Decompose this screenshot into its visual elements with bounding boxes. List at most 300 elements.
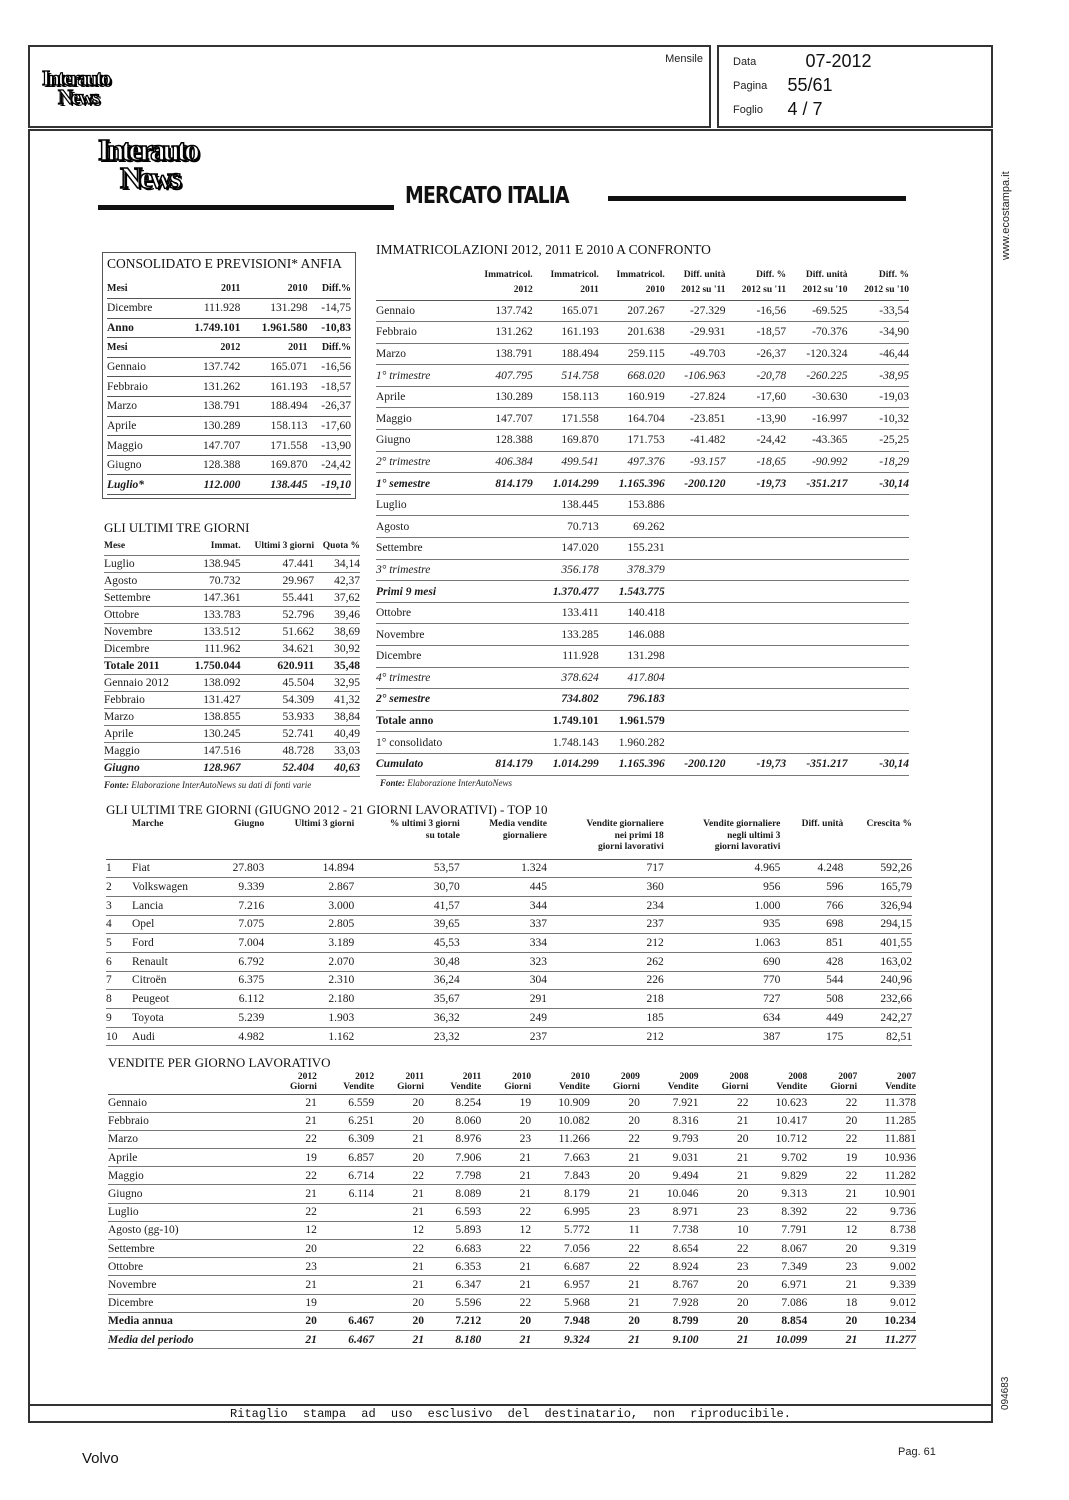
table-cell: 52.741 <box>282 727 315 740</box>
header-line: 2007 <box>897 1071 916 1082</box>
table-cell: 7.056 <box>564 1242 590 1255</box>
table-cell: 21 <box>305 1278 317 1291</box>
table-cell: Totale 2011 <box>104 659 160 672</box>
table-cell: 360 <box>646 881 664 894</box>
table-cell: 138.445 <box>270 478 308 491</box>
column-header <box>664 817 781 859</box>
table-cell: 69.262 <box>633 520 665 533</box>
table-cell: Dicembre <box>376 650 422 663</box>
table-row <box>376 538 909 560</box>
table-cell: Dicembre <box>107 302 153 315</box>
table-cell <box>848 516 909 538</box>
column-header: 2011 <box>288 342 308 354</box>
header-line: Diff. unità <box>683 269 726 280</box>
table-row <box>104 759 360 776</box>
table-cell: 10.936 <box>884 1151 916 1164</box>
header-line: 2012 su '10 <box>864 284 909 295</box>
table-cell <box>665 602 726 624</box>
table-cell: Maggio <box>108 1169 144 1182</box>
table-cell: 508 <box>826 993 844 1006</box>
table-cell: -200.120 <box>684 477 726 490</box>
table-cell: Ottobre <box>376 607 412 620</box>
table-cell: 12 <box>519 1224 532 1237</box>
table-cell: 131.298 <box>270 302 308 315</box>
table-cell: -18,65 <box>756 455 787 468</box>
table-cell: 6.559 <box>348 1097 375 1110</box>
table-row <box>106 990 912 1009</box>
table-cell: 175 <box>826 1030 844 1043</box>
table-cell: 6.309 <box>348 1133 375 1146</box>
table-cell: 7.349 <box>781 1260 808 1273</box>
table-cell <box>317 1221 374 1239</box>
table-cell: 21 <box>628 1188 640 1201</box>
table-cell: 449 <box>826 1011 844 1024</box>
table-cell: 387 <box>763 1030 781 1043</box>
table-cell: -38,95 <box>879 369 909 382</box>
header-line: Vendite <box>559 1081 590 1092</box>
table-cell: 8.854 <box>781 1315 808 1328</box>
table-cell: 326,94 <box>880 899 912 912</box>
column-header <box>267 1069 317 1094</box>
table-row <box>376 602 909 624</box>
header-row <box>107 279 351 299</box>
header-line: 2011 <box>580 284 599 295</box>
table-cell: 20 <box>628 1115 640 1128</box>
section-title: MERCATO ITALIA <box>405 183 569 209</box>
header-line: 2009 <box>679 1071 699 1082</box>
table-cell: Aprile <box>107 419 137 432</box>
table-cell: 497.376 <box>627 455 665 468</box>
table-cell <box>467 624 533 646</box>
table-cell: 138.945 <box>203 557 241 570</box>
table-cell: 6.593 <box>455 1206 482 1219</box>
table-cell: 6.114 <box>348 1188 375 1201</box>
table-cell: -18,57 <box>756 326 787 339</box>
frequency-label: Mensile <box>665 53 703 65</box>
table-cell: 21 <box>628 1297 640 1310</box>
table-cell: 935 <box>763 918 781 931</box>
table-cell: 3.000 <box>328 899 355 912</box>
table-cell: 10.234 <box>884 1315 916 1328</box>
pagina-value: 55/61 <box>787 75 833 95</box>
table-cell: -90.992 <box>812 455 848 468</box>
table-cell: 22 <box>845 1206 858 1219</box>
table-cell: 133.783 <box>203 608 241 621</box>
table-cell <box>786 667 847 689</box>
table-cell: 70.732 <box>208 574 241 587</box>
table-cell <box>848 602 909 624</box>
top10-table <box>106 817 912 1046</box>
table-cell: 9.736 <box>890 1206 916 1219</box>
table-cell: 30,48 <box>433 955 460 968</box>
table-cell <box>786 624 847 646</box>
table-cell: 8.767 <box>672 1278 699 1291</box>
table-cell: 7.075 <box>238 918 265 931</box>
table-cell <box>786 732 847 754</box>
header-line: Marche <box>132 819 164 829</box>
brand-name: Peugeot <box>132 993 170 1006</box>
column-header <box>467 262 533 300</box>
table-cell: 814.179 <box>495 477 533 490</box>
table-cell: 727 <box>763 993 781 1006</box>
vendite-giorno-title: VENDITE PER GIORNO LAVORATIVO <box>108 1055 331 1070</box>
table-cell: 9.313 <box>781 1188 808 1201</box>
imm-source: Fonte: Elaborazione InterAutoNews <box>380 778 513 788</box>
table-cell: -24,42 <box>756 434 787 447</box>
table-cell: 20 <box>737 1278 749 1291</box>
table-cell: 1.749.101 <box>194 321 241 334</box>
table-cell: -120.324 <box>806 347 848 360</box>
rank: 1 <box>106 862 112 875</box>
column-header: Quota % <box>322 541 360 552</box>
table-cell: 138.445 <box>561 499 599 512</box>
table-cell <box>725 689 786 711</box>
table-cell: 1° semestre <box>376 477 431 490</box>
table-row <box>106 896 912 915</box>
table-cell: 160.919 <box>627 391 665 404</box>
table-cell: 21 <box>519 1260 532 1273</box>
table-cell <box>317 1258 374 1276</box>
table-cell: -30,14 <box>879 758 909 771</box>
header-line: 2009 <box>620 1071 640 1082</box>
table-row <box>104 555 360 572</box>
table-cell: 7.906 <box>455 1151 482 1164</box>
table-cell: 14.894 <box>322 862 355 875</box>
table-cell: 39,46 <box>334 608 360 621</box>
table-cell: 185 <box>646 1011 664 1024</box>
header-line: negli ultimi 3 <box>727 830 781 841</box>
table-cell: 770 <box>763 974 781 987</box>
table-cell: 9.100 <box>672 1333 699 1346</box>
table-cell: 9.702 <box>781 1151 808 1164</box>
table-cell: 138.092 <box>203 676 241 689</box>
column-header <box>424 1069 481 1094</box>
table-cell: 39,65 <box>433 918 460 931</box>
disclaimer: Ritaglio stampa ad uso esclusivo del destinatario, non riproducibile. <box>28 1404 993 1423</box>
table-cell: 36,24 <box>433 974 460 987</box>
immatricolazioni-table <box>376 262 909 776</box>
table-cell: 226 <box>646 974 664 987</box>
interautonews-logo-small: Interauto News <box>42 66 110 109</box>
table-cell <box>848 494 909 516</box>
table-cell: Giugno <box>104 761 140 774</box>
table-cell: Luglio <box>104 557 135 570</box>
table-cell: 1.543.775 <box>618 585 665 598</box>
table-cell: 407.795 <box>495 369 533 382</box>
table-cell: -17,60 <box>321 419 351 432</box>
table-cell: 10.623 <box>775 1097 808 1110</box>
table-cell: 30,92 <box>334 642 360 655</box>
table-cell: 10.712 <box>775 1133 808 1146</box>
table-cell: Gennaio 2012 <box>104 676 169 689</box>
table-cell: Marzo <box>376 347 407 360</box>
table-cell: 40,49 <box>334 727 360 740</box>
table-cell: Settembre <box>376 542 423 555</box>
table-cell: Luglio <box>108 1206 139 1219</box>
table-cell: 140.418 <box>627 607 665 620</box>
table-cell <box>786 559 847 581</box>
table-cell: Marzo <box>104 710 135 723</box>
table-row <box>376 430 909 452</box>
column-header <box>590 1069 640 1094</box>
table-cell: 6.857 <box>348 1151 375 1164</box>
table-cell: 18 <box>845 1297 858 1310</box>
table-cell: 11.881 <box>884 1133 916 1146</box>
table-cell: 201.638 <box>627 326 665 339</box>
title-rule-left <box>98 205 394 210</box>
table-row <box>376 473 909 495</box>
table-cell: 592,26 <box>880 862 912 875</box>
table-cell: 9.494 <box>672 1169 699 1182</box>
table-row <box>376 386 909 408</box>
table-cell: -19,73 <box>756 477 787 490</box>
header-row <box>104 538 360 555</box>
table-cell: 82,51 <box>886 1030 912 1043</box>
table-cell: 130.289 <box>203 419 241 432</box>
table-cell <box>467 581 533 603</box>
table-row <box>107 475 351 495</box>
table-cell: Ottobre <box>108 1260 144 1273</box>
table-cell: 262 <box>646 955 664 968</box>
table-cell: 32,95 <box>334 676 360 689</box>
header-row <box>376 262 909 300</box>
column-header <box>376 262 467 300</box>
table-cell: 23 <box>628 1206 640 1219</box>
table-cell: 51.662 <box>282 625 315 638</box>
table-cell: 10.099 <box>775 1333 808 1346</box>
table-cell: -19,10 <box>321 478 351 491</box>
table-cell: 356.178 <box>561 563 599 576</box>
table-cell: Luglio <box>376 499 407 512</box>
header-line: 2007 <box>838 1071 858 1082</box>
table-cell: 29.967 <box>282 574 315 587</box>
table-row <box>104 589 360 606</box>
table-cell: 10.901 <box>884 1188 916 1201</box>
table-cell: 23 <box>737 1260 749 1273</box>
table-cell: -70.376 <box>812 326 848 339</box>
table-cell: 734.802 <box>561 693 599 706</box>
table-cell: 70.713 <box>567 520 599 533</box>
table-cell: -13,90 <box>321 439 351 452</box>
side-code: 094683 <box>1000 1376 1011 1410</box>
table-cell: 36,32 <box>433 1011 460 1024</box>
table-cell: Novembre <box>104 625 153 638</box>
table-cell <box>317 1203 374 1221</box>
table-cell: 158.113 <box>561 391 599 404</box>
table-row <box>107 357 351 377</box>
table-cell <box>665 494 726 516</box>
column-header <box>317 1069 374 1094</box>
table-cell: -26,37 <box>756 347 787 360</box>
table-cell: 5.239 <box>238 1011 265 1024</box>
header-line: giorni lavorativi <box>714 842 781 852</box>
table-row <box>376 516 909 538</box>
column-header <box>843 817 912 859</box>
rank: 2 <box>106 881 112 894</box>
table-cell: 20 <box>412 1315 425 1328</box>
table-row <box>107 299 351 319</box>
table-cell: 1° trimestre <box>376 369 431 382</box>
table-cell: 9.002 <box>890 1260 916 1273</box>
table-cell <box>786 494 847 516</box>
table-cell: 11.266 <box>558 1133 590 1146</box>
table-cell: 6.714 <box>348 1169 375 1182</box>
table-cell: 12 <box>412 1224 425 1237</box>
table-cell: 22 <box>845 1097 858 1110</box>
table-row <box>108 1221 916 1239</box>
table-cell: 23 <box>305 1260 317 1273</box>
table-cell: -351.217 <box>806 758 848 771</box>
table-cell: 128.967 <box>203 761 241 774</box>
header-line: Giorni <box>504 1081 532 1092</box>
table-row <box>104 708 360 725</box>
table-cell: 7.791 <box>781 1224 808 1237</box>
table-cell: 21 <box>519 1188 532 1201</box>
table-cell: 544 <box>826 974 844 987</box>
table-cell: -106.963 <box>684 369 726 382</box>
table-cell: 19 <box>519 1097 532 1110</box>
table-cell: 21 <box>305 1333 317 1346</box>
immatricolazioni-title: IMMATRICOLAZIONI 2012, 2011 E 2010 A CONFRONTO <box>376 242 711 257</box>
table-cell: 137.742 <box>495 304 533 317</box>
table-cell: 7.212 <box>455 1315 482 1328</box>
header-line: 2010 <box>512 1071 532 1082</box>
table-cell: -17,60 <box>756 391 787 404</box>
table-cell: 20 <box>412 1151 425 1164</box>
table-cell: 21 <box>519 1151 532 1164</box>
table-cell: 147.707 <box>495 412 533 425</box>
table-cell: 12 <box>305 1224 317 1237</box>
table-cell: 234 <box>646 899 664 912</box>
table-cell: 21 <box>628 1151 640 1164</box>
table-cell: 10.417 <box>775 1115 808 1128</box>
table-cell: 237 <box>529 1030 548 1043</box>
table-cell <box>786 581 847 603</box>
table-cell: 323 <box>529 955 548 968</box>
ultimi-tre-giorni-title: GLI ULTIMI TRE GIORNI <box>104 520 250 535</box>
table-cell: 1.750.044 <box>194 659 241 672</box>
table-cell: 20 <box>737 1315 749 1328</box>
table-row <box>104 572 360 589</box>
table-row <box>108 1240 916 1258</box>
table-cell: 3° trimestre <box>376 563 431 576</box>
brand-name: Ford <box>132 937 154 950</box>
column-header <box>533 262 599 300</box>
table-cell: 11 <box>628 1224 640 1237</box>
table-cell: 514.758 <box>561 369 599 382</box>
table-row <box>107 416 351 436</box>
table-cell: 45.504 <box>282 676 315 689</box>
header-line: 2010 <box>570 1071 590 1082</box>
table-cell: 766 <box>826 899 844 912</box>
column-header: Mesi <box>107 283 128 295</box>
table-cell: 8.067 <box>781 1242 808 1255</box>
table-cell: 7.928 <box>672 1297 699 1310</box>
table-cell: 11.378 <box>884 1097 916 1110</box>
table-cell: 2.310 <box>328 974 355 987</box>
brand-name: Opel <box>132 918 155 931</box>
table-cell <box>317 1240 374 1258</box>
table-cell: 690 <box>763 955 781 968</box>
header-line: Giorni <box>289 1081 317 1092</box>
table-cell: 21 <box>845 1188 858 1201</box>
table-cell: 22 <box>845 1133 858 1146</box>
title-rule-right <box>608 196 906 201</box>
table-cell <box>725 624 786 646</box>
table-cell: Settembre <box>108 1242 155 1255</box>
table-cell: Aprile <box>376 391 406 404</box>
client-name: Volvo <box>82 1450 119 1467</box>
table-cell: 10.082 <box>558 1115 590 1128</box>
table-cell: -18,29 <box>879 455 909 468</box>
table-cell: -49.703 <box>690 347 726 360</box>
table-cell: 131.298 <box>627 650 665 663</box>
table-cell: 20 <box>412 1097 425 1110</box>
table-cell: 8.060 <box>455 1115 482 1128</box>
table-cell: 8.316 <box>672 1115 699 1128</box>
table-cell: 20 <box>628 1169 640 1182</box>
table-cell: 8.654 <box>672 1242 699 1255</box>
table-cell: Aprile <box>108 1151 138 1164</box>
table-cell: 21 <box>412 1188 425 1201</box>
table-cell: 20 <box>305 1242 317 1255</box>
table-cell <box>848 538 909 560</box>
table-row <box>104 725 360 742</box>
column-header: 2010 <box>287 283 308 295</box>
column-header <box>354 817 460 859</box>
table-cell: 138.855 <box>203 710 241 723</box>
table-cell <box>665 516 726 538</box>
utg-source: Fonte: Elaborazione InterAutoNews su dati di fonti varie <box>104 780 312 790</box>
table-cell <box>665 646 726 668</box>
table-cell: 21 <box>628 1278 640 1291</box>
table-cell: 33,03 <box>334 744 360 757</box>
table-cell: 5.772 <box>564 1224 590 1237</box>
table-cell: 188.494 <box>561 347 599 360</box>
table-cell: 165.071 <box>561 304 599 317</box>
table-cell: 1.324 <box>521 862 548 875</box>
table-cell: 22 <box>519 1242 532 1255</box>
table-cell: 27.803 <box>232 862 265 875</box>
top10-title: GLI ULTIMI TRE GIORNI (GIUGNO 2012 - 21 GIORNI LAVORATIVI) - TOP 10 <box>106 802 548 817</box>
header-line: Immatricol. <box>484 269 533 280</box>
table-cell: 169.870 <box>561 434 599 447</box>
clipping-header <box>28 45 711 128</box>
consolidato-table <box>107 279 351 495</box>
table-cell: 428 <box>826 955 844 968</box>
table-row <box>376 451 909 473</box>
table-cell: 378.624 <box>561 671 599 684</box>
column-header <box>132 817 217 859</box>
header-line: Giorni <box>830 1081 858 1092</box>
header-line: 2008 <box>729 1071 749 1082</box>
table-cell <box>467 516 533 538</box>
table-cell: Giugno <box>108 1188 143 1201</box>
table-cell: 8.976 <box>455 1133 482 1146</box>
header-line: Vendite <box>667 1081 699 1092</box>
brand-name: Lancia <box>132 899 164 912</box>
table-cell: 2° trimestre <box>376 455 431 468</box>
table-cell <box>467 667 533 689</box>
table-cell: 1.014.299 <box>552 758 599 771</box>
table-cell: 406.384 <box>495 455 533 468</box>
table-cell: 171.558 <box>561 412 599 425</box>
table-cell: 1.165.396 <box>618 477 665 490</box>
table-cell: Giugno <box>107 459 142 472</box>
table-row <box>104 691 360 708</box>
table-cell: 698 <box>826 918 844 931</box>
meta-foglio-row: Foglio 4 / 7 <box>733 99 823 119</box>
